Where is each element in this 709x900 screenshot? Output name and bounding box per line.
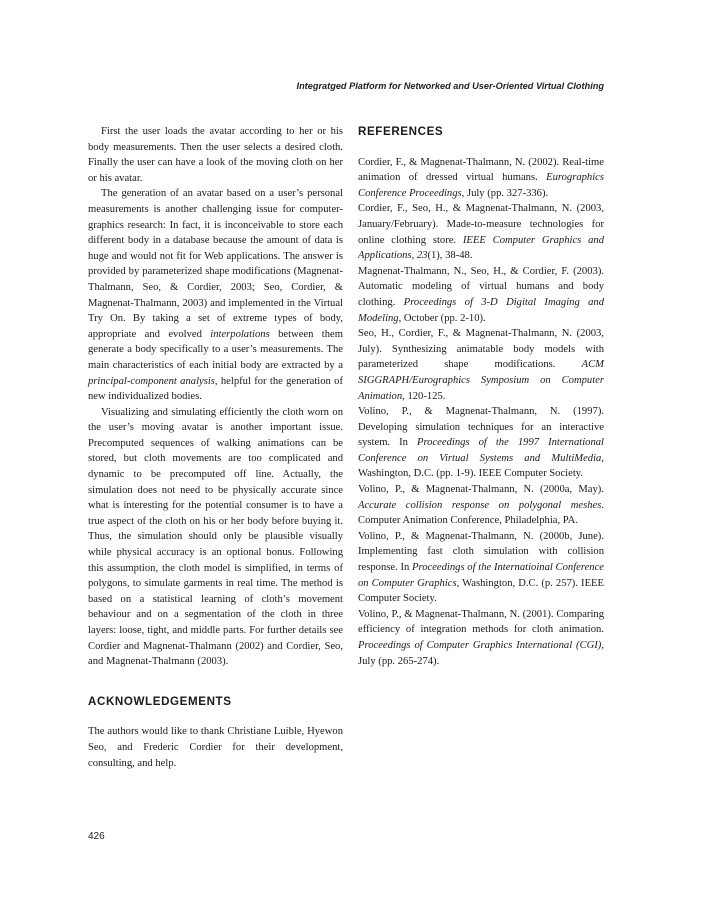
reference-item: Seo, H., Cordier, F., & Magnenat-Thalmann, N. (2003, July). Synthesizing animatable body models with parameterized shape modifications. ACM SIGGRAPH/Eurographics Symposium on Computer Animation, 120-125. [358, 328, 604, 402]
reference-item: Cordier, F., & Magnenat-Thalmann, N. (2002). Real-time animation of dressed virtual humans. Eurographics Conference Proceedings, July (pp. 327-336). [358, 156, 604, 199]
right-column [358, 124, 604, 669]
reference-item: Volino, P., & Magnenat-Thalmann, N. (2001). Comparing efficiency of integration methods for cloth animation. Proceedings of Computer Graphics International (CGI), July (pp. 265-274). [358, 608, 604, 667]
acknowledgements-text: The authors would like to thank Christiane Luible, Hyewon Seo, and Frederic Cordier for their development, consulting, and help. [88, 726, 343, 769]
body-paragraph-1: First the user loads the avatar according to her or his body measurements. Then the user selects a desired cloth. Finally the user can have a look of the moving cloth on her or his avatar. [88, 126, 343, 184]
body-paragraph-3: Visualizing and simulating efficiently the cloth worn on the user’s moving avatar is another important issue. Precomputed sequences of walking animations can be stored, but cloth movements are too complicated and dynamic to be precomputed off line. Actually, the simulation does not need to be physically accurate since what is interesting for the potential consumer is to have a true aspect of the cloth on his or her body before buying it. Thus, the simulation should only be plausible visually while physical accuracy is an optional bonus. Following this assumption, the cloth model is simplified, in terms of polygons, to simulate garments in real time. The method is based on a statistical learning of cloth’s movement behaviour and on a segmentation of the cloth in three layers: loose, tight, and middle parts. For further details see Cordier and Magnenat-Thalmann (2002) and Cordier, Seo, and Magnenat-Thalmann (2003). [88, 406, 343, 668]
reference-item: Magnenat-Thalmann, N., Seo, H., & Cordier, F. (2003). Automatic modeling of virtual humans and body clothing. Proceedings of 3-D Digital Imaging and Modeling, October (pp. 2-10). [358, 265, 604, 324]
reference-item: Volino, P., & Magnenat-Thalmann, N. (2000b, June). Implementing fast cloth simulation with collision response. In Proceedings of the Internatioinal Conference on Computer Graphics, Washington, D.C. (p. 257). IEEE Computer Society. [358, 530, 604, 605]
reference-item: Volino, P., & Magnenat-Thalmann, N. (1997). Developing simulation techniques for an interactive system. In Proceedings of the 1997 International Conference on Virtual Systems and MultiMedia, Washington, D.C. (pp. 1-9). IEEE Computer Society. [358, 406, 604, 480]
page-number: 426 [88, 831, 105, 842]
running-head: Integratged Platform for Networked and User-Oriented Virtual Clothing [296, 81, 604, 91]
left-column [88, 124, 343, 771]
acknowledgements-heading: ACKNOWLEDGEMENTS [88, 694, 232, 708]
body-paragraph-2: The generation of an avatar based on a user’s personal measurements is another challenging issue for computer-graphics research: In fact, it is inconceivable to store each different body in a database because the amount of data is huge and would not fit for Web applications. The answer is provided by parameterized shape modifications (Magnenat-Thalmann, Seo, & Cordier, 2003; Seo, Cordier, & Magnenat-Thalmann, 2003) and implemented in the Virtual Try On. By taking a set of extreme types of body, appropriate and evolved interpolations between them generate a body specifically to a user’s measurements. The main characteristics of each initial body are extracted by a principal-component analysis, helpful for the generation of new individualized bodies. [88, 188, 343, 403]
reference-item: Volino, P., & Magnenat-Thalmann, N. (2000a, May). Accurate collision response on polygonal meshes. Computer Animation Conference, Philadelphia, PA. [358, 484, 604, 527]
references-heading: REFERENCES [358, 125, 444, 138]
reference-item: Cordier, F., Seo, H., & Magnenat-Thalmann, N. (2003, January/February). Made-to-measure technologies for online clothing store. IEEE Computer Graphics and Applications, 23(1), 38-48. [358, 203, 604, 262]
